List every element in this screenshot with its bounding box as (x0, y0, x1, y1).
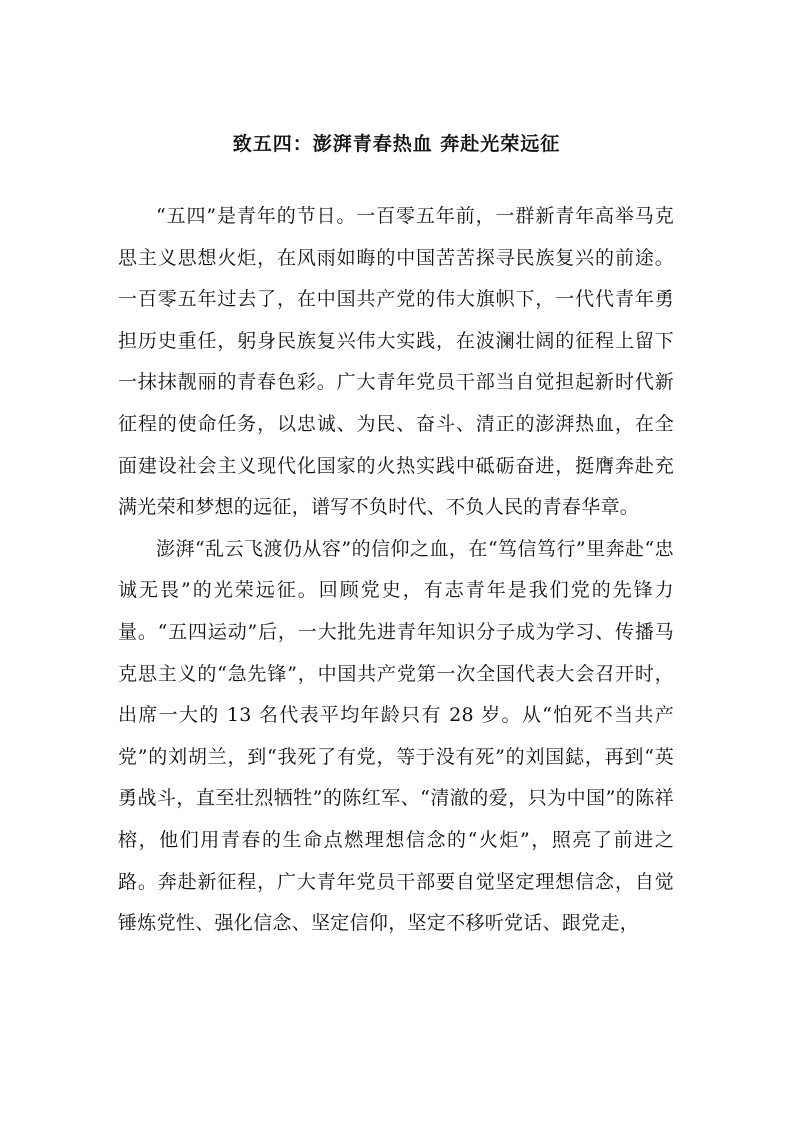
page-title: 致五四：澎湃青春热血 奔赴光荣远征 (232, 133, 561, 155)
paragraph-2: 澎湃“乱云飞渡仍从容”的信仰之血，在“笃信笃行”里奔赴“忠诚无畏”的光荣远征。回顾党史，有志青年是我们党的先锋力量。“五四运动”后，一大批先进青年知识分子成为学习、传播马克思主义的“急先锋”，中国共产党第一次全国代表大会召开时，出席一大的 13 名代表平均年龄只有 28 岁。从“怕死不当共产党”的刘胡兰，到“我死了有党，等于没有死”的刘国鋕，再到“英勇战斗，直至壮烈牺牲”的陈红军、“清澈的爱，只为中国”的陈祥榕，他们用青春的生命点燃理想信念的“火炬”，照亮了前进之路。奔赴新征程，广大青年党员干部要自觉坚定理想信念，自觉锤炼党性、强化信念、坚定信仰，坚定不移听党话、跟党走， (118, 537, 674, 935)
document-body (118, 196, 674, 945)
paragraph-1: “五四”是青年的节日。一百零五年前，一群新青年高举马克思主义思想火炬，在风雨如晦的中国苦苦探寻民族复兴的前途。一百零五年过去了，在中国共产党的伟大旗帜下，一代代青年勇担历史重任，躬身民族复兴伟大实践，在波澜壮阔的征程上留下一抹抹靓丽的青春色彩。广大青年党员干部当自觉担起新时代新征程的使命任务，以忠诚、为民、奋斗、清正的澎湃热血，在全面建设社会主义现代化国家的火热实践中砥砺奋进，挺膺奔赴充满光荣和梦想的远征，谱写不负时代、不负人民的青春华章。 (118, 205, 674, 519)
